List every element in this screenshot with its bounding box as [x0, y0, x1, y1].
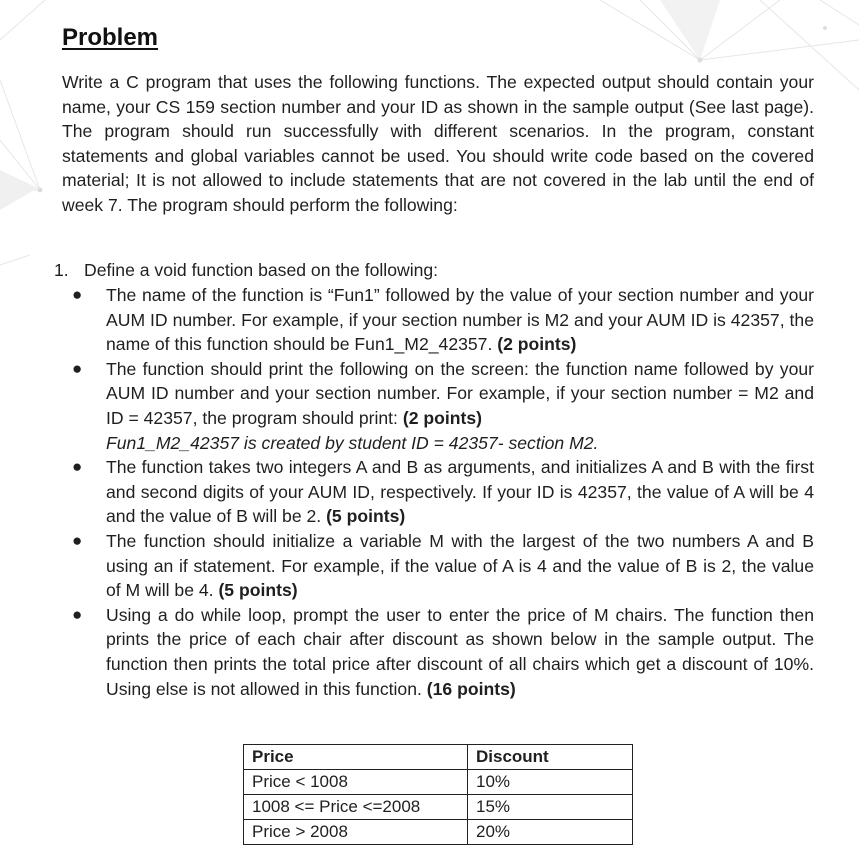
points-label: (16 points) — [426, 678, 516, 699]
bullet-icon: ● — [72, 530, 83, 550]
column-header-discount: Discount — [468, 745, 633, 770]
bullet-text: Using a do while loop, prompt the user to enter the price of M chairs. The function then prints the price of each chair after discount as shown below in the sample output. The function then prints the total price after discount of all chairs which get a discount of 10%. Using else is not allowed in this function. — [106, 604, 814, 699]
bullet-icon: ● — [72, 604, 83, 624]
bullet-icon: ● — [72, 285, 83, 304]
discount-table — [243, 744, 633, 845]
table-row — [244, 820, 633, 845]
bullet-icon: ● — [72, 358, 83, 378]
column-header-price: Price — [244, 745, 468, 770]
price-cell: Price < 1008 — [244, 770, 468, 795]
table-row — [244, 770, 633, 795]
discount-cell: 10% — [468, 770, 633, 795]
points-label: (2 points) — [402, 407, 483, 428]
list-item — [0, 529, 814, 603]
discount-cell: 15% — [468, 795, 633, 820]
bullet-text: The function should initialize a variable M with the largest of the two numbers A and B using an if statement. For example, if the value of A is 4 and the value of B is 2, the value of M will be 4. — [106, 530, 814, 601]
table-row — [244, 795, 633, 820]
list-item-number: 1. — [54, 260, 69, 280]
discount-cell: 20% — [468, 820, 633, 845]
points-label: (5 points) — [218, 580, 298, 601]
price-cell: 1008 <= Price <=2008 — [244, 795, 468, 820]
requirements-list — [0, 283, 859, 701]
points-label: (2 points) — [497, 334, 577, 355]
bullet-text: The function should print the following on the screen: the function name followed by your AUM ID number and your section number. For example, if your section number = M2 and ID = 42357, the program should print: — [106, 358, 814, 428]
bullet-text: The name of the function is “Fun1” followed by the value of your section number and your AUM ID number. For example, if your section number is M2 and your AUM ID is 42357, the name of this function should be Fun1_M2_42357. — [106, 285, 814, 355]
intro-paragraph: Write a C program that uses the following functions. The expected output should contain your name, your CS 159 section number and your ID as shown in the sample output (See last page). The program should run successfully with different scenarios. In the program, constant statements and global variables cannot be used. You should write code based on the covered material; It is not allowed to include statements that are not covered in the lab until the end of week 7. The program should perform the following: — [62, 72, 814, 215]
list-item-heading: Define a void function based on the following: — [84, 260, 439, 280]
points-label: (5 points) — [326, 506, 406, 527]
list-item — [0, 283, 814, 357]
list-item — [0, 357, 814, 455]
price-cell: Price > 2008 — [244, 820, 468, 845]
bullet-icon: ● — [72, 457, 83, 477]
example-output: Fun1_M2_42357 is created by student ID = 42357- section M2. — [106, 432, 599, 453]
table-header-row — [244, 745, 633, 770]
list-item — [0, 603, 814, 701]
list-item — [0, 455, 814, 529]
page-title: Problem — [62, 24, 159, 51]
bullet-text: The function takes two integers A and B as arguments, and initializes A and B with the first and second digits of your AUM ID, respectively. If your ID is 42357, the value of A will be 4 and the value of B will be 2. — [106, 457, 814, 527]
